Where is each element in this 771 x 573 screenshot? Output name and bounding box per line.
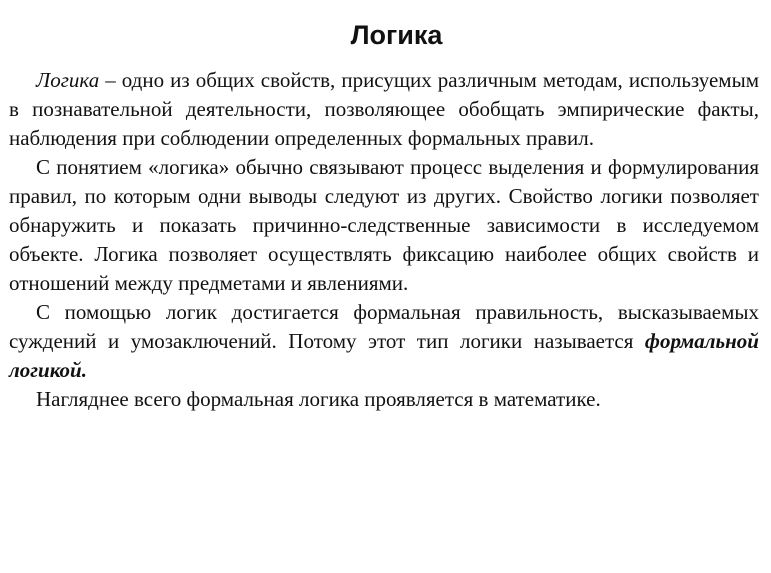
paragraph-math-text: Нагляднее всего формальная логика проявляется в математике. xyxy=(36,387,601,411)
term-formal-logic-period: . xyxy=(81,358,87,382)
slide-body xyxy=(9,66,759,414)
term-formal-logic: формальной логикой xyxy=(9,329,759,382)
term-logic: Логика xyxy=(36,68,100,92)
paragraph-definition-text: – одно из общих свойств, присущих различным методам, используемым в познавательной деятельности, позволяющее обобщать эмпирические факты, наблюдения при соблюдении определенных формальных правил. xyxy=(9,68,759,150)
slide-title: Логика xyxy=(350,20,443,50)
paragraph-formal-text: С помощью логик достигается формальная правильность, высказываемых суждений и умозаключений. Потому этот тип логики называется xyxy=(9,300,759,353)
paragraph-concept xyxy=(9,153,759,298)
paragraph-formal xyxy=(9,298,759,385)
paragraph-definition xyxy=(9,66,759,153)
paragraph-math xyxy=(9,385,759,414)
paragraph-concept-text: С понятием «логика» обычно связывают процесс выделения и формулирования правил, по которым одни выводы следуют из других. Свойство логики позволяет обнаружить и показать причинно-следственные зависимости в исследуемом объекте. Логика позволяет осуществлять фиксацию наиболее общих свойств и отношений между предметами и явлениями. xyxy=(9,155,759,295)
